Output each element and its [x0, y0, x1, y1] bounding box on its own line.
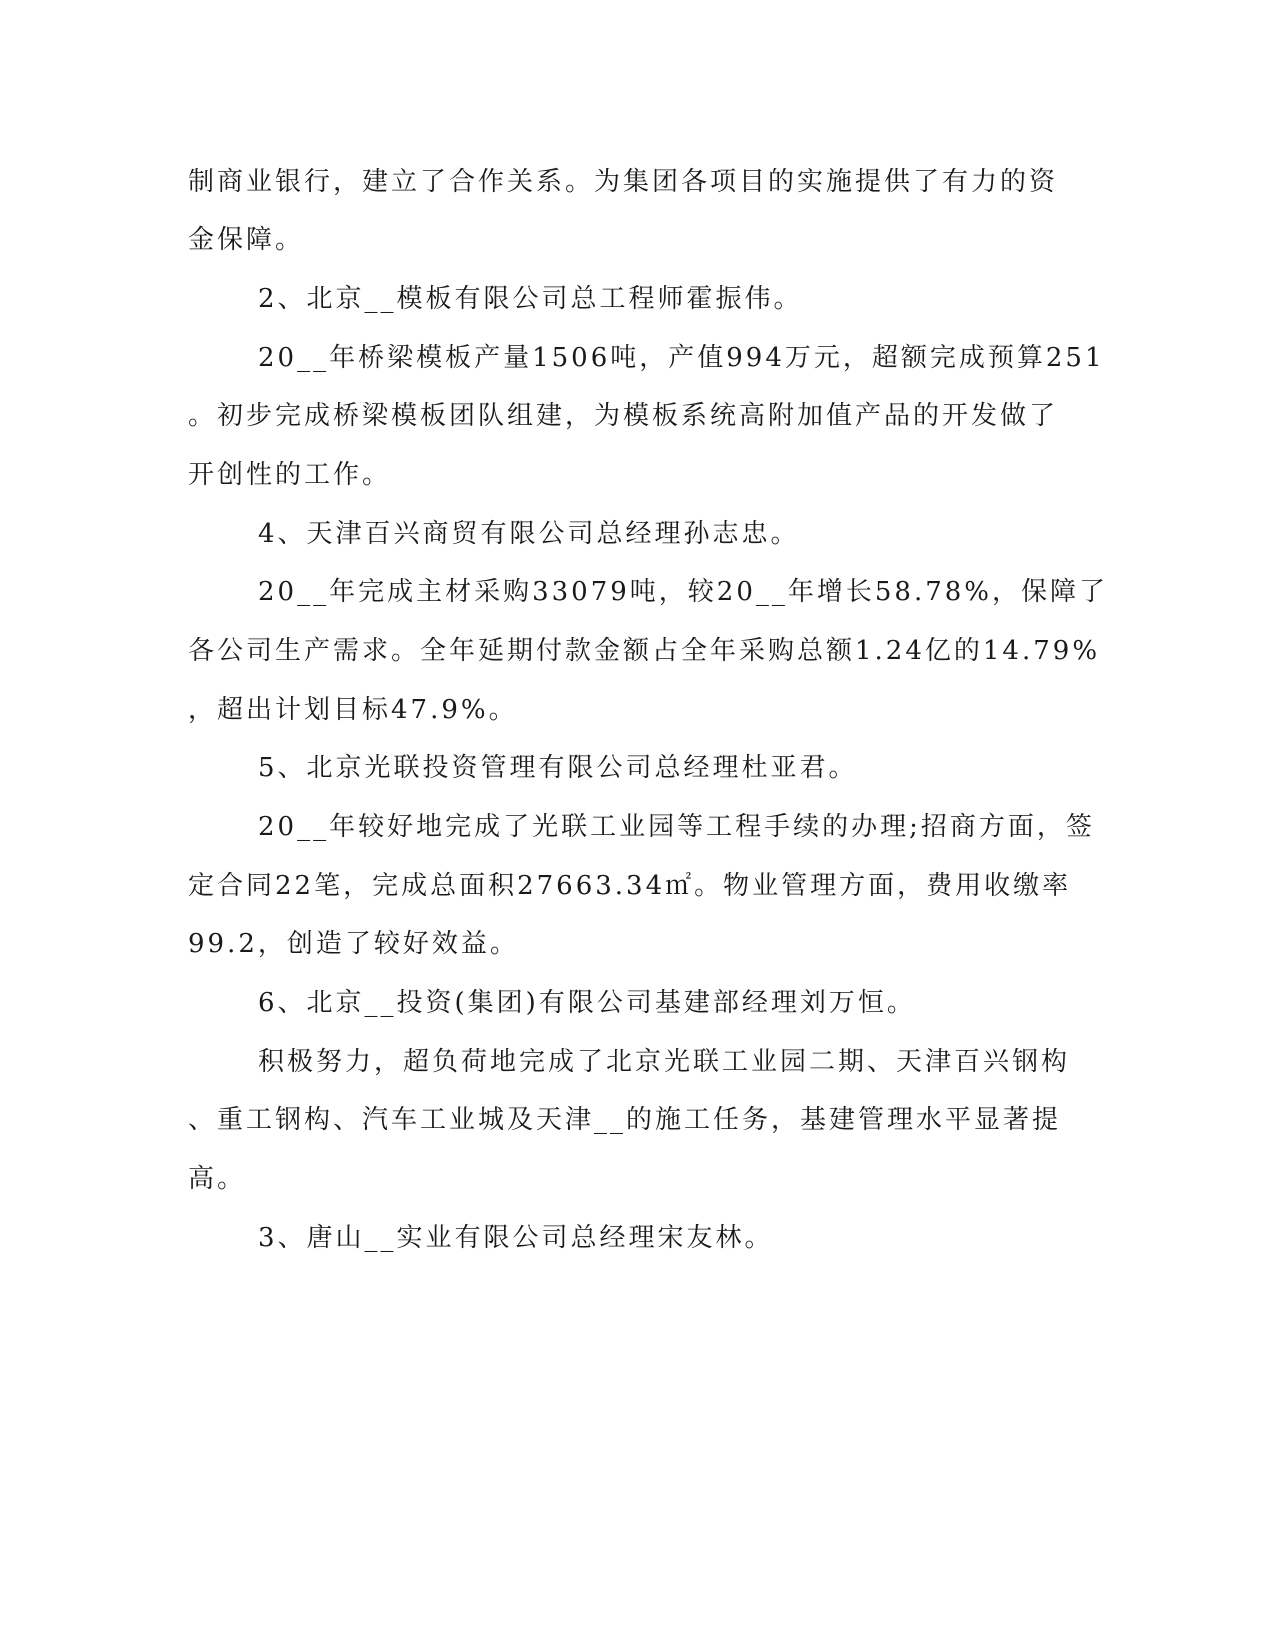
text-line: 开创性的工作。 — [188, 460, 392, 490]
item-heading: 3、唐山__实业有限公司总经理宋友林。 — [258, 1223, 774, 1253]
item-heading: 4、天津百兴商贸有限公司总经理孙志忠。 — [258, 519, 800, 549]
text-line: 积极努力，超负荷地完成了北京光联工业园二期、天津百兴钢构 — [258, 1047, 1071, 1077]
text-line: 定合同22笔，完成总面积27663.34㎡。物业管理方面，费用收缴率 — [188, 871, 1072, 901]
text-line: 。初步完成桥梁模板团队组建，为模板系统高附加值产品的开发做了 — [188, 401, 1059, 431]
text-line: ，超出计划目标47.9%。 — [188, 695, 518, 725]
text-line: 99.2，创造了较好效益。 — [188, 929, 519, 959]
text-line: 20__年桥梁模板产量1506吨，产值994万元，超额完成预算251 — [258, 343, 1105, 373]
text-line: 高。 — [188, 1164, 247, 1194]
item-heading: 5、北京光联投资管理有限公司总经理杜亚君。 — [258, 753, 858, 783]
text-line: 制商业银行，建立了合作关系。为集团各项目的实施提供了有力的资 — [188, 167, 1059, 197]
text-line: 20__年较好地完成了光联工业园等工程手续的办理;招商方面，签 — [258, 812, 1095, 842]
text-line: 20__年完成主材采购33079吨，较20__年增长58.78%，保障了 — [258, 577, 1109, 607]
text-line: 、重工钢构、汽车工业城及天津__的施工任务，基建管理水平显著提 — [188, 1105, 1062, 1135]
text-line: 各公司生产需求。全年延期付款金额占全年采购总额1.24亿的14.79% — [188, 636, 1101, 666]
item-heading: 6、北京__投资(集团)有限公司基建部经理刘万恒。 — [258, 988, 916, 1018]
text-line: 金保障。 — [188, 225, 305, 255]
item-heading: 2、北京__模板有限公司总工程师霍振伟。 — [258, 284, 803, 314]
